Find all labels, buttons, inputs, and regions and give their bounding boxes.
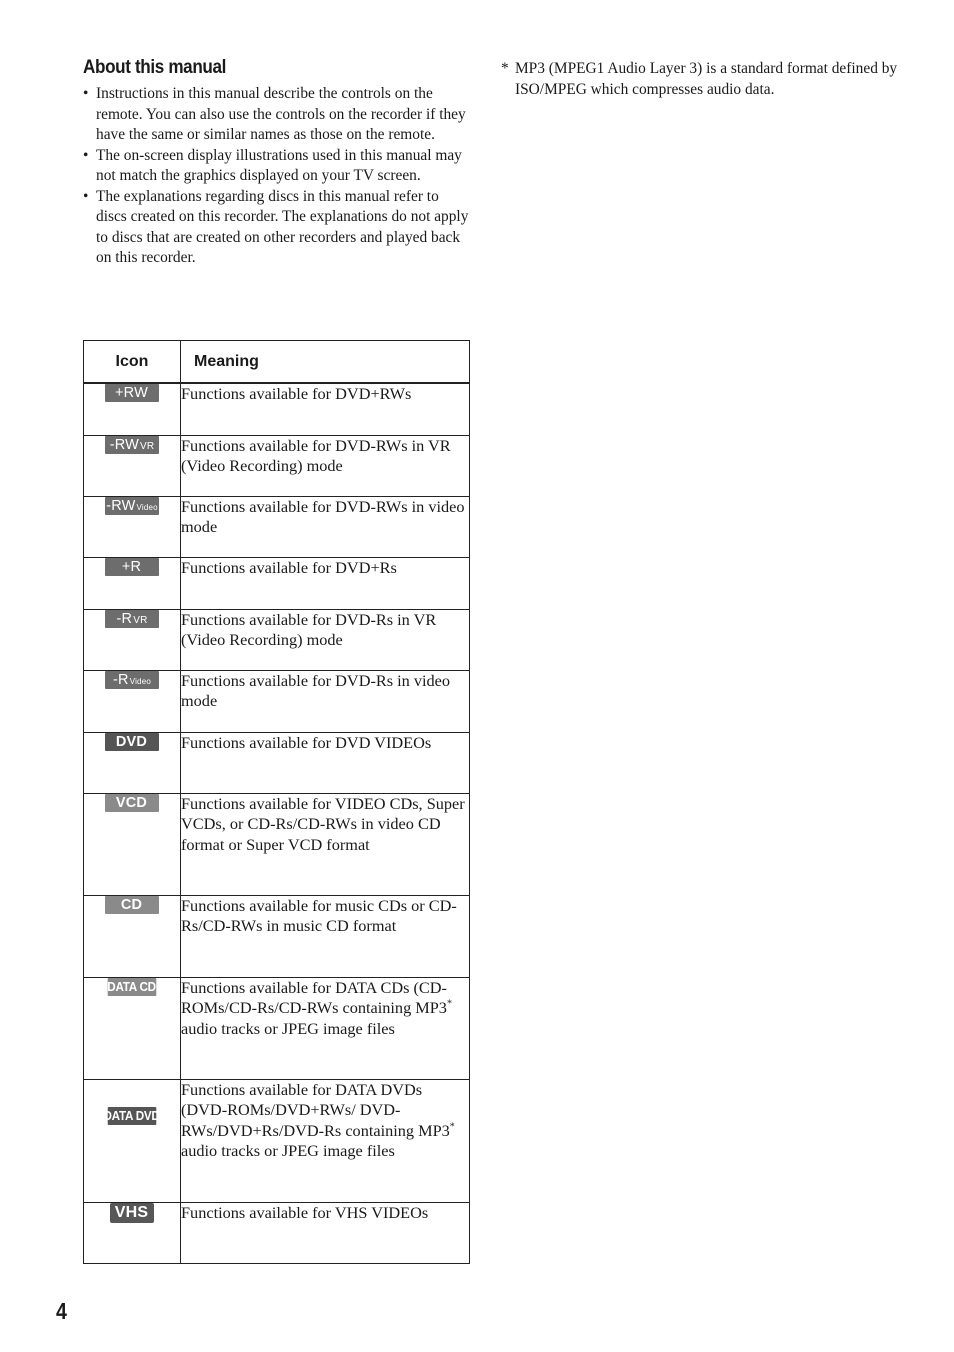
table-row [84,609,470,670]
meaning-cell: Functions available for DVD-Rs in VR (Video Recording) mode [181,609,470,670]
icon-cell [84,435,181,496]
vhs-icon: VHS [110,1203,154,1223]
minus-r-vr-icon: -R VR [105,610,159,628]
page-number: 4 [56,1298,67,1324]
table-header-row [84,341,470,384]
table-row [84,793,470,895]
meaning-cell: Functions available for DVD+Rs [181,557,470,609]
minus-rw-vr-icon: -RW VR [105,436,159,454]
section-heading: About this manual [83,57,227,78]
meaning-cell: Functions available for DVD VIDEOs [181,732,470,793]
meaning-cell: Functions available for DATA CDs (CD-ROMs/CD-Rs/CD-RWs containing MP3* audio tracks or JPEG image files [181,977,470,1079]
meaning-cell: Functions available for DVD-Rs in video mode [181,670,470,732]
icon-cell [84,609,181,670]
icon-column-header: Icon [84,341,181,384]
icon-cell [84,732,181,793]
table-row [84,732,470,793]
icon-cell [84,895,181,977]
meaning-column-header: Meaning [181,341,470,384]
table-row [84,1202,470,1263]
bullet-list [83,84,473,269]
table-row [84,1079,470,1202]
data-dvd-icon: DATA DVD [103,1107,160,1123]
vcd-icon: VCD [105,794,159,812]
dvd-icon: DVD [105,733,159,751]
cd-icon: CD [105,896,159,914]
icon-cell [84,793,181,895]
bullet-item: • The on-screen display illustrations used in this manual may not match the graphics displayed on your TV screen. [83,146,473,187]
plus-r-icon: +R [105,558,159,576]
icon-cell [84,977,181,1079]
bullet-item: • Instructions in this manual describe the controls on the remote. You can also use the controls on the recorder if they have the same or similar names as those on the remote. [83,84,473,146]
bullet-item: • The explanations regarding discs in this manual refer to discs created on this recorder. The explanations do not apply to discs that are created on other recorders and played back on this recorder. [83,187,473,269]
footnote-text: MP3 (MPEG1 Audio Layer 3) is a standard format defined by ISO/MPEG which compresses audio data. [515,60,898,98]
icon-cell [84,1079,181,1202]
data-cd-icon: DATA CD [107,978,156,994]
minus-rw-video-icon: -RW Video [106,497,158,514]
meaning-cell: Functions available for VIDEO CDs, Super VCDs, or CD-Rs/CD-RWs in video CD format or Super VCD format [181,793,470,895]
minus-r-video-icon: -R Video [105,671,159,689]
meaning-cell: Functions available for DVD-RWs in VR (Video Recording) mode [181,435,470,496]
table-row [84,895,470,977]
meaning-cell: Functions available for DVD+RWs [181,383,470,435]
icon-cell [84,383,181,435]
plus-rw-icon: +RW [105,384,159,402]
icon-cell [84,496,181,557]
meaning-cell: Functions available for VHS VIDEOs [181,1202,470,1263]
meaning-cell: Functions available for DVD-RWs in video mode [181,496,470,557]
table-row [84,557,470,609]
icon-cell [84,670,181,732]
meaning-cell: Functions available for DATA DVDs (DVD-ROMs/DVD+RWs/ DVD-RWs/DVD+Rs/DVD-Rs containing MP3* audio tracks or JPEG image files [181,1079,470,1202]
icon-cell [84,557,181,609]
icon-meaning-table [83,340,470,1264]
table-row [84,977,470,1079]
table-row [84,435,470,496]
table-row [84,383,470,435]
footnote [501,59,901,100]
icon-cell [84,1202,181,1263]
footnote-mark: * [501,60,509,77]
meaning-cell: Functions available for music CDs or CD-Rs/CD-RWs in music CD format [181,895,470,977]
table-row [84,496,470,557]
table-row [84,670,470,732]
